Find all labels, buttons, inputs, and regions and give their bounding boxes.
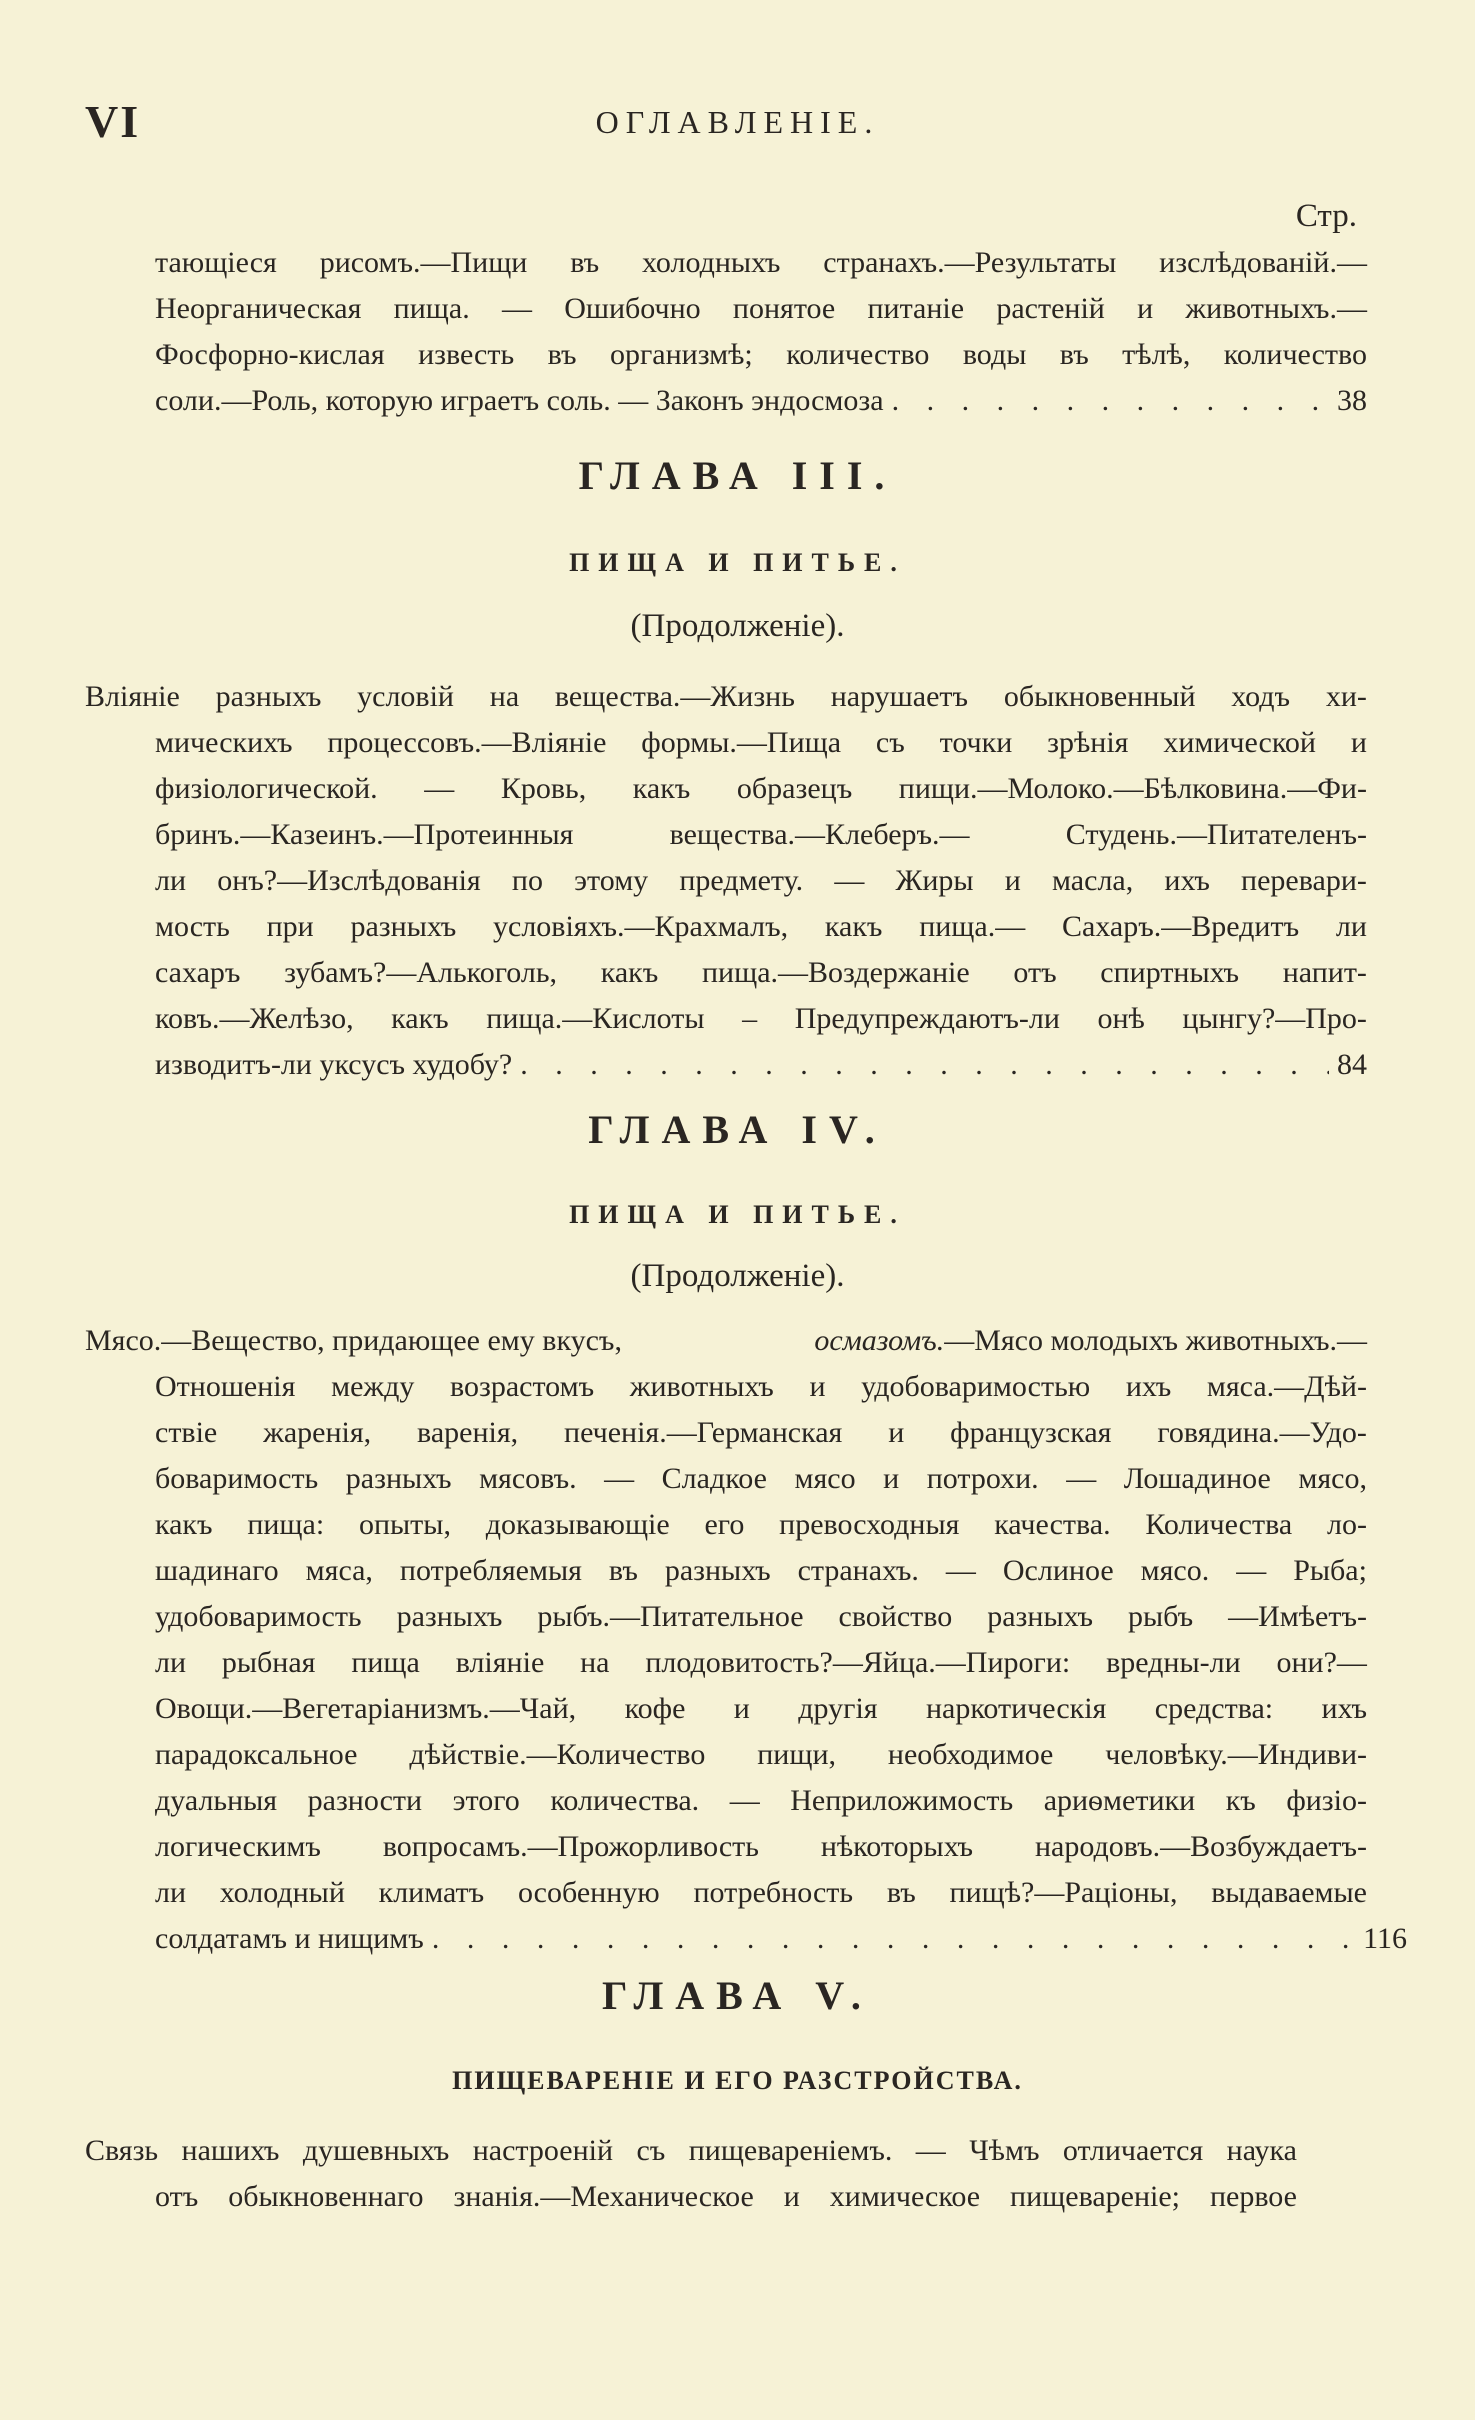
entry-text: соли.—Роль, которую играетъ соль. — Законъ эндосмоза — [155, 384, 884, 417]
dot-leader — [432, 1916, 1355, 1962]
entry-line: мость при разныхъ условіяхъ.—Крахмалъ, какъ пища.— Сахаръ.—Вредитъ ли — [155, 910, 1367, 943]
entry-line: отъ обыкновеннаго знанія.—Механическое и химическое пищевареніе; первое — [155, 2180, 1297, 2213]
dot-leader — [520, 1042, 1329, 1088]
entry-text: Мясо.—Вещество, придающее ему вкусъ, — [85, 1324, 622, 1357]
entry-line: тающіеся рисомъ.—Пищи въ холодныхъ странахъ.—Результаты изслѣдованій.— — [155, 246, 1367, 279]
entry-line: ковъ.—Желѣзо, какъ пища.—Кислоты – Предупреждаютъ-ли онѣ цынгу?—Про- — [155, 1002, 1367, 1035]
entry-line: удобоваримость разныхъ рыбъ.—Питательное свойство разныхъ рыбъ —Имѣетъ- — [155, 1600, 1367, 1633]
entry-line: Овощи.—Вегетаріанизмъ.—Чай, кофе и другія наркотическія средства: ихъ — [155, 1692, 1367, 1725]
toc-entry-chapter-5 — [85, 2128, 1297, 2220]
chapter-continuation-3: (Продолженіе). — [630, 608, 845, 644]
page-number: VI — [85, 96, 141, 147]
chapter-subtitle-4: ПИЩА И ПИТЬЕ. — [569, 1200, 906, 1229]
toc-entry-chapter-4 — [85, 1318, 1407, 1962]
entry-last-line — [155, 1042, 1367, 1088]
entry-line: Вліяніе разныхъ условій на вещества.—Жизнь нарушаетъ обыкновенный ходъ хи- — [85, 680, 1367, 713]
chapter-heading-4: ГЛАВА IV. — [588, 1107, 887, 1152]
entry-line: ли рыбная пища вліяніе на плодовитость?—Яйца.—Пироги: вредны-ли они?— — [155, 1646, 1367, 1679]
running-title: ОГЛАВЛЕНІЕ. — [595, 104, 880, 140]
entry-line: ли онъ?—Изслѣдованія по этому предмету. — Жиры и масла, ихъ перевари- — [155, 864, 1367, 897]
chapter-subtitle-3: ПИЩА И ПИТЬЕ. — [569, 548, 906, 577]
entry-last-line — [155, 378, 1367, 424]
entry-first-line — [85, 1318, 1367, 1364]
chapter-heading-5: ГЛАВА V. — [602, 1973, 873, 2018]
entry-line: Связь нашихъ душевныхъ настроеній съ пищевареніемъ. — Чѣмъ отличается наука — [85, 2134, 1297, 2167]
entry-text: изводитъ-ли уксусъ худобу? — [155, 1048, 513, 1081]
entry-line: сахаръ зубамъ?—Алькоголь, какъ пища.—Воздержаніе отъ спиртныхъ напит- — [155, 956, 1367, 989]
entry-line: дуальныя разности этого количества. — Неприложимость ариѳметики къ физіо- — [155, 1784, 1367, 1817]
toc-entry-chapter-3 — [85, 674, 1367, 1088]
entry-line: боваримость разныхъ мясовъ. — Сладкое мясо и потрохи. — Лошадиное мясо, — [155, 1462, 1367, 1495]
entry-line: какъ пища: опыты, доказывающіе его превосходныя качества. Количества ло- — [155, 1508, 1367, 1541]
chapter-subtitle-5: ПИЩЕВАРЕНІЕ И ЕГО РАЗСТРОЙСТВА. — [452, 2066, 1023, 2095]
entry-page-number: 116 — [1363, 1922, 1407, 1955]
entry-line: ствіе жаренія, варенія, печенія.—Германская и французская говядина.—Удо- — [155, 1416, 1367, 1449]
entry-line: Фосфорно-кислая известь въ организмѣ; количество воды въ тѣлѣ, количество — [155, 338, 1367, 371]
page-column-label: Стр. — [1295, 198, 1357, 234]
entry-line: Неорганическая пища. — Ошибочно понятое питаніе растеній и животныхъ.— — [155, 292, 1367, 325]
entry-line: логическимъ вопросамъ.—Прожорливость нѣкоторыхъ народовъ.—Возбуждаетъ- — [155, 1830, 1367, 1863]
entry-line: бринъ.—Казеинъ.—Протеинныя вещества.—Клеберъ.— Студень.—Питателенъ- — [155, 818, 1367, 851]
dot-leader — [892, 378, 1329, 424]
entry-line: мическихъ процессовъ.—Вліяніе формы.—Пища съ точки зрѣнія химической и — [155, 726, 1367, 759]
toc-entry-carryover — [155, 240, 1367, 424]
entry-text: —Мясо молодыхъ животныхъ.— — [944, 1324, 1367, 1357]
entry-italic-term: осмазомъ. — [814, 1324, 945, 1357]
entry-text: солдатамъ и нищимъ — [155, 1922, 424, 1955]
entry-line: парадоксальное дѣйствіе.—Количество пищи, необходимое человѣку.—Индиви- — [155, 1738, 1367, 1771]
entry-line: Отношенія между возрастомъ животныхъ и удобоваримостью ихъ мяса.—Дѣй- — [155, 1370, 1367, 1403]
entry-last-line — [155, 1916, 1407, 1962]
entry-page-number: 84 — [1337, 1048, 1367, 1081]
chapter-continuation-4: (Продолженіе). — [630, 1258, 845, 1294]
entry-page-number: 38 — [1337, 384, 1367, 417]
entry-line: физіологической. — Кровь, какъ образецъ пищи.—Молоко.—Бѣлковина.—Фи- — [155, 772, 1367, 805]
chapter-heading-3: ГЛАВА III. — [578, 453, 897, 498]
entry-line: шадинаго мяса, потребляемыя въ разныхъ странахъ. — Ослиное мясо. — Рыба; — [155, 1554, 1367, 1587]
entry-line: ли холодный климатъ особенную потребность въ пищѣ?—Раціоны, выдаваемые — [155, 1876, 1367, 1909]
